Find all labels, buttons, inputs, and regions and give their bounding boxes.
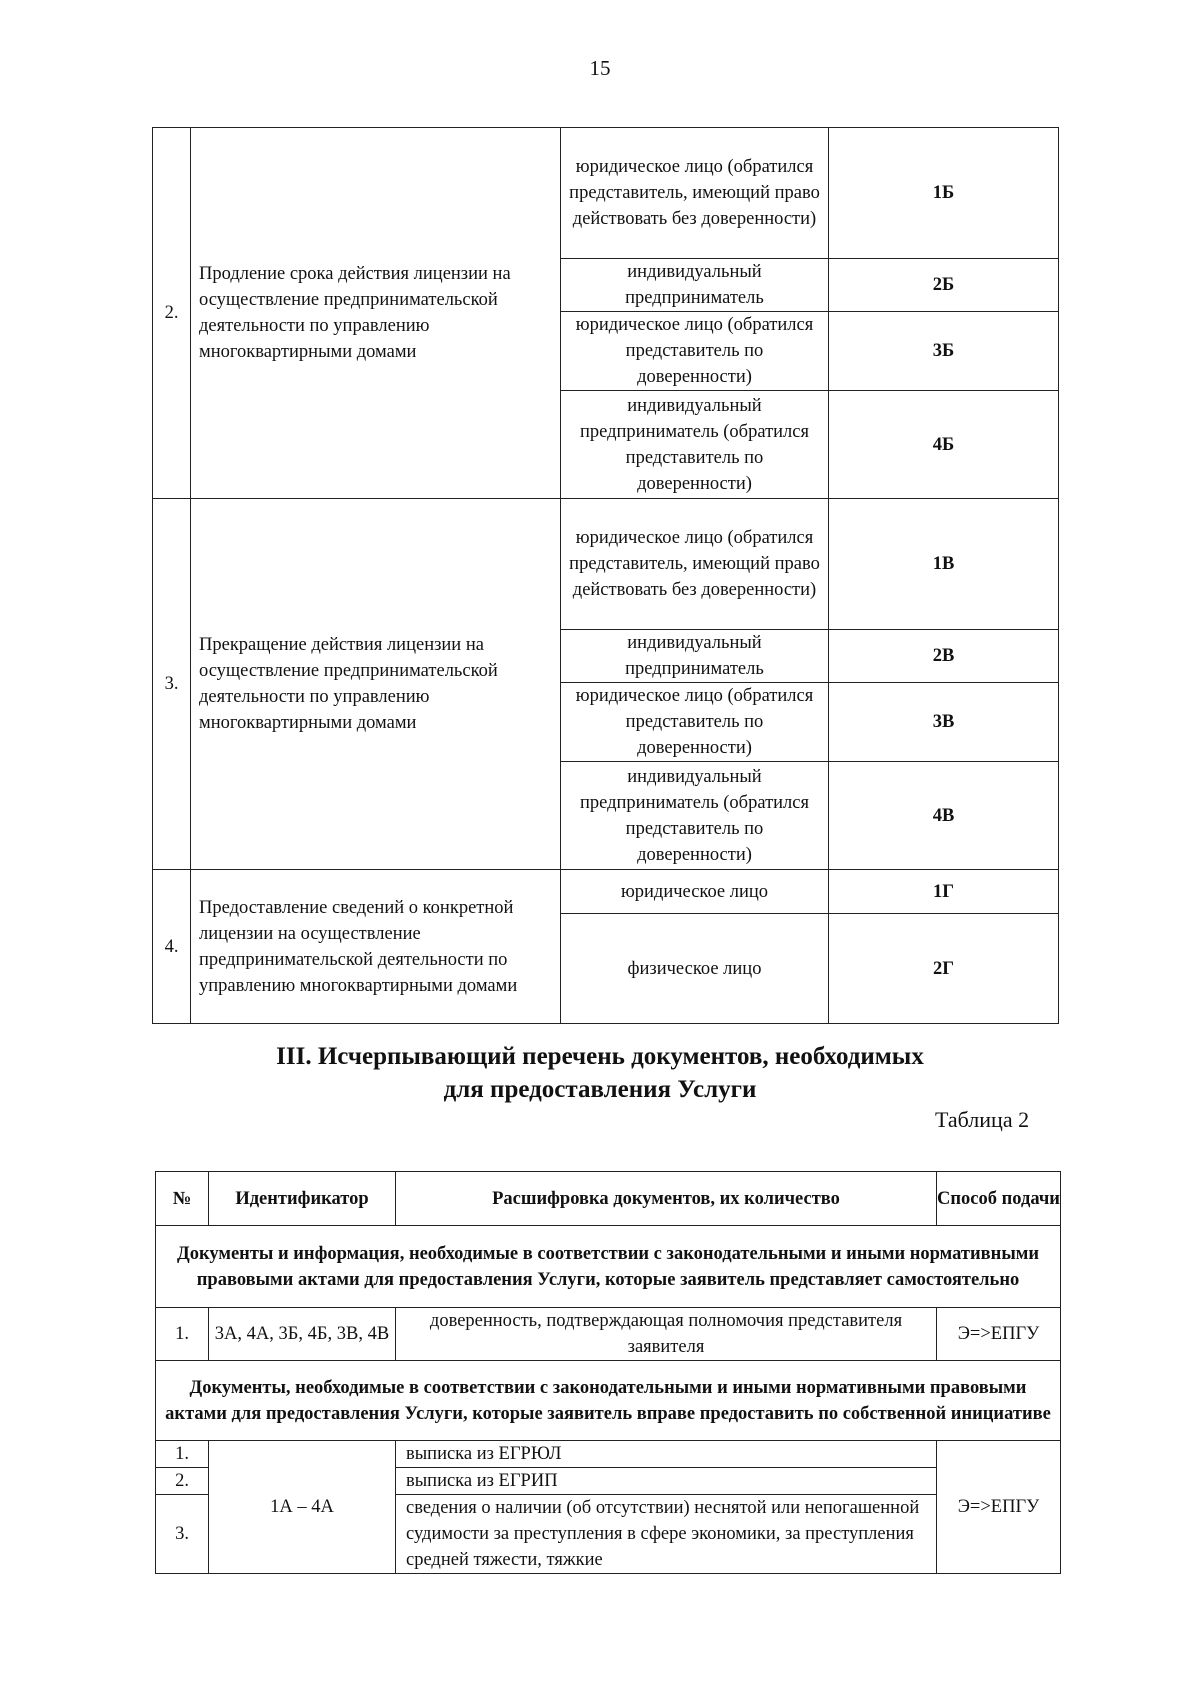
applicant-code: 3Б: [829, 312, 1059, 391]
service-name: Прекращение действия лицензии на осуществление предпринимательской деятельности по управлению многоквартирными домами: [191, 499, 561, 870]
applicant-code: 4Б: [829, 391, 1059, 499]
table-header-row: [156, 1172, 1061, 1226]
group-row: [156, 1361, 1061, 1441]
applicant-code: 2Б: [829, 259, 1059, 312]
group-heading: Документы и информация, необходимые в соответствии с законодательными и иными нормативными правовыми актами для предоставления Услуги, которые заявитель представляет самостоятельно: [156, 1226, 1061, 1308]
table-label: Таблица 2: [935, 1107, 1030, 1132]
applicant-code: 3В: [829, 683, 1059, 762]
applicant-code: 1В: [829, 499, 1059, 630]
group-row: [156, 1226, 1061, 1308]
applicant-type: юридическое лицо (обратился представитель, имеющий право действовать без доверенности): [561, 499, 829, 630]
applicant-type: индивидуальный предприниматель: [561, 630, 829, 683]
table-row: [153, 870, 1059, 914]
applicant-code: 1Г: [829, 870, 1059, 914]
row-number: 4.: [153, 870, 191, 1024]
section-title-line: для предоставления Услуги: [443, 1076, 757, 1103]
section-title-line: III. Исчерпывающий перечень документов, необходимых: [276, 1043, 924, 1070]
services-table: [152, 127, 1059, 1024]
applicant-type: юридическое лицо (обратился представитель, имеющий право действовать без доверенности): [561, 128, 829, 259]
submission-method: Э=>ЕПГУ: [937, 1441, 1061, 1574]
row-number: 3.: [156, 1495, 209, 1574]
applicant-code: 1Б: [829, 128, 1059, 259]
section-title: [0, 1040, 1200, 1106]
applicant-code: 2В: [829, 630, 1059, 683]
identifier: 1А – 4А: [209, 1441, 396, 1574]
doc-description: сведения о наличии (об отсутствии) неснятой или непогашенной судимости за преступления в сфере экономики, за преступления средней тяжести, тяжкие: [396, 1495, 937, 1574]
table-row: [153, 128, 1059, 259]
identifier: 3А, 4А, 3Б, 4Б, 3В, 4В: [209, 1308, 396, 1361]
applicant-type: юридическое лицо: [561, 870, 829, 914]
col-header-id: Идентификатор: [209, 1172, 396, 1226]
row-number: 3.: [153, 499, 191, 870]
documents-table: [155, 1171, 1061, 1574]
service-name: Продление срока действия лицензии на осуществление предпринимательской деятельности по управлению многоквартирными домами: [191, 128, 561, 499]
service-name: Предоставление сведений о конкретной лицензии на осуществление предпринимательской деятельности по управлению многоквартирными домами: [191, 870, 561, 1024]
row-number: 1.: [156, 1441, 209, 1468]
applicant-code: 4В: [829, 762, 1059, 870]
col-header-method: Способ подачи: [937, 1172, 1061, 1226]
table-row: [156, 1308, 1061, 1361]
doc-description: доверенность, подтверждающая полномочия представителя заявителя: [396, 1308, 937, 1361]
page-number: 15: [589, 56, 611, 80]
applicant-type: индивидуальный предприниматель (обратился представитель по доверенности): [561, 391, 829, 499]
group-heading: Документы, необходимые в соответствии с законодательными и иными нормативными правовыми актами для предоставления Услуги, которые заявитель вправе предоставить по собственной инициативе: [156, 1361, 1061, 1441]
applicant-code: 2Г: [829, 914, 1059, 1024]
submission-method: Э=>ЕПГУ: [937, 1308, 1061, 1361]
table-row: [153, 499, 1059, 630]
row-number: 2.: [153, 128, 191, 499]
col-header-num: №: [156, 1172, 209, 1226]
doc-description: выписка из ЕГРЮЛ: [396, 1441, 937, 1468]
col-header-desc: Расшифровка документов, их количество: [396, 1172, 937, 1226]
applicant-type: юридическое лицо (обратился представитель по доверенности): [561, 312, 829, 391]
applicant-type: физическое лицо: [561, 914, 829, 1024]
doc-description: выписка из ЕГРИП: [396, 1468, 937, 1495]
row-number: 1.: [156, 1308, 209, 1361]
applicant-type: индивидуальный предприниматель: [561, 259, 829, 312]
table-row: [156, 1441, 1061, 1468]
row-number: 2.: [156, 1468, 209, 1495]
applicant-type: индивидуальный предприниматель (обратился представитель по доверенности): [561, 762, 829, 870]
applicant-type: юридическое лицо (обратился представитель по доверенности): [561, 683, 829, 762]
